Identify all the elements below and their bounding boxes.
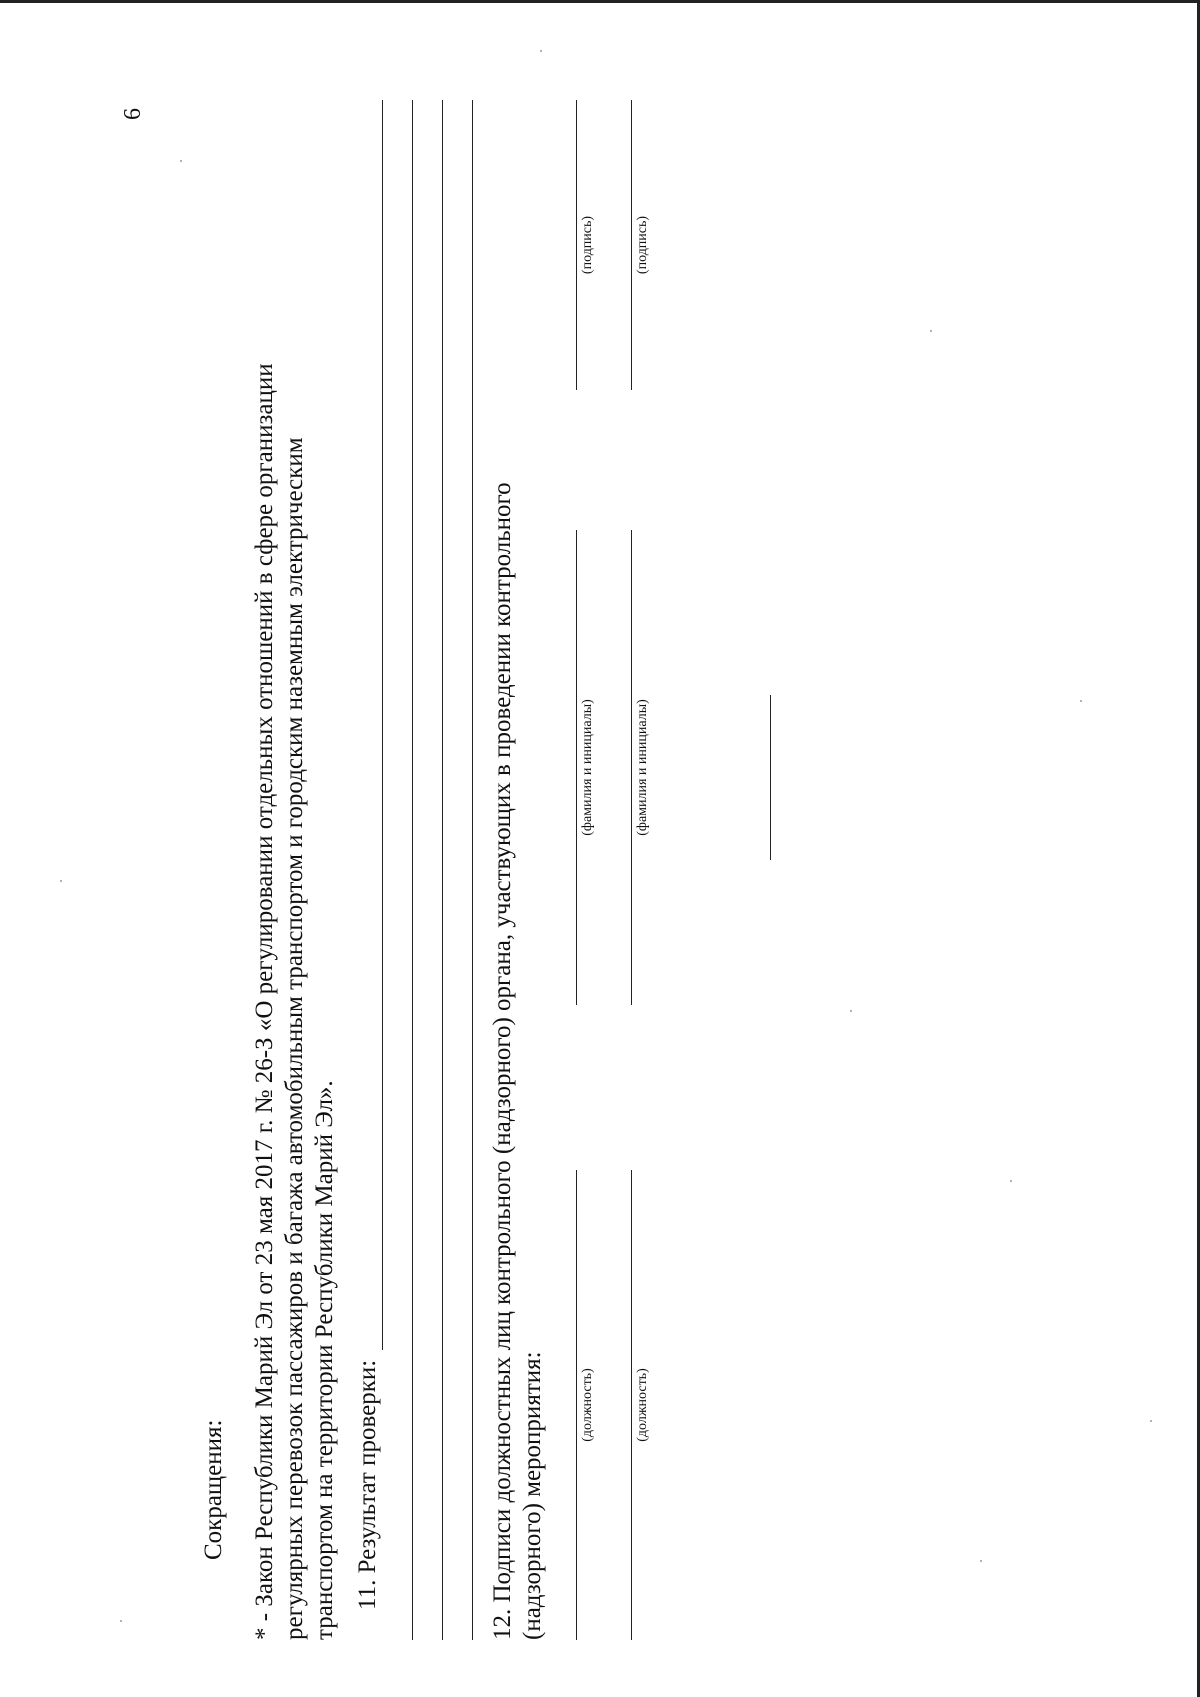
position-caption: (должность) <box>635 1368 650 1442</box>
signature-row <box>570 100 610 1640</box>
scan-speck <box>1150 1420 1152 1422</box>
position-field[interactable] <box>625 1170 632 1640</box>
blank-underline <box>770 695 771 860</box>
page-number: 6 <box>120 108 146 120</box>
position-caption: (должность) <box>580 1368 595 1442</box>
scan-speck <box>60 880 62 882</box>
signature-field[interactable] <box>625 100 632 390</box>
footnote-line-text: транспортом на территории Республики Марий Эл». <box>311 1080 338 1640</box>
footnote-line-text: * - Закон Республики Марий Эл от 23 мая 2017 г. № 26-З «О регулировании отдельных отношений в сфере организации <box>251 363 278 1640</box>
name-caption: (фамилия и инициалы) <box>580 699 595 836</box>
scan-edge-top <box>0 0 1200 3</box>
name-caption: (фамилия и инициалы) <box>635 699 650 836</box>
result-label: 11. Результат проверки: <box>354 1359 381 1610</box>
footnote-line <box>280 100 310 1640</box>
footnote-line <box>310 100 340 1640</box>
footnote-line <box>250 100 280 1640</box>
result-fill-line <box>412 100 413 1640</box>
signatures-heading-line: (надзорного) мероприятия: <box>519 1351 546 1640</box>
signatures-heading <box>488 100 548 1640</box>
name-field[interactable] <box>625 530 632 1005</box>
result-fill-line <box>382 100 383 1350</box>
result-fill-line <box>472 100 473 1640</box>
signature-caption: (подпись) <box>580 215 595 275</box>
rotated-document-page <box>100 80 1100 1640</box>
position-field[interactable] <box>570 1170 577 1640</box>
abbreviations-heading: Сокращения: <box>200 1419 227 1560</box>
abbreviation-footnote <box>250 100 340 1640</box>
result-fill-line <box>442 100 443 1640</box>
signatures-heading-line: 12. Подписи должностных лиц контрольного (надзорного) органа, участвующих в проведении контрольного <box>489 482 516 1640</box>
name-field[interactable] <box>570 530 577 1005</box>
signature-row <box>625 100 665 1640</box>
footnote-line-text: регулярных перевозок пассажиров и багажа автомобильным транспортом и городским наземным электрическим <box>281 437 308 1640</box>
signature-caption: (подпись) <box>635 215 650 275</box>
scan-speck <box>540 50 542 52</box>
signature-field[interactable] <box>570 100 577 390</box>
